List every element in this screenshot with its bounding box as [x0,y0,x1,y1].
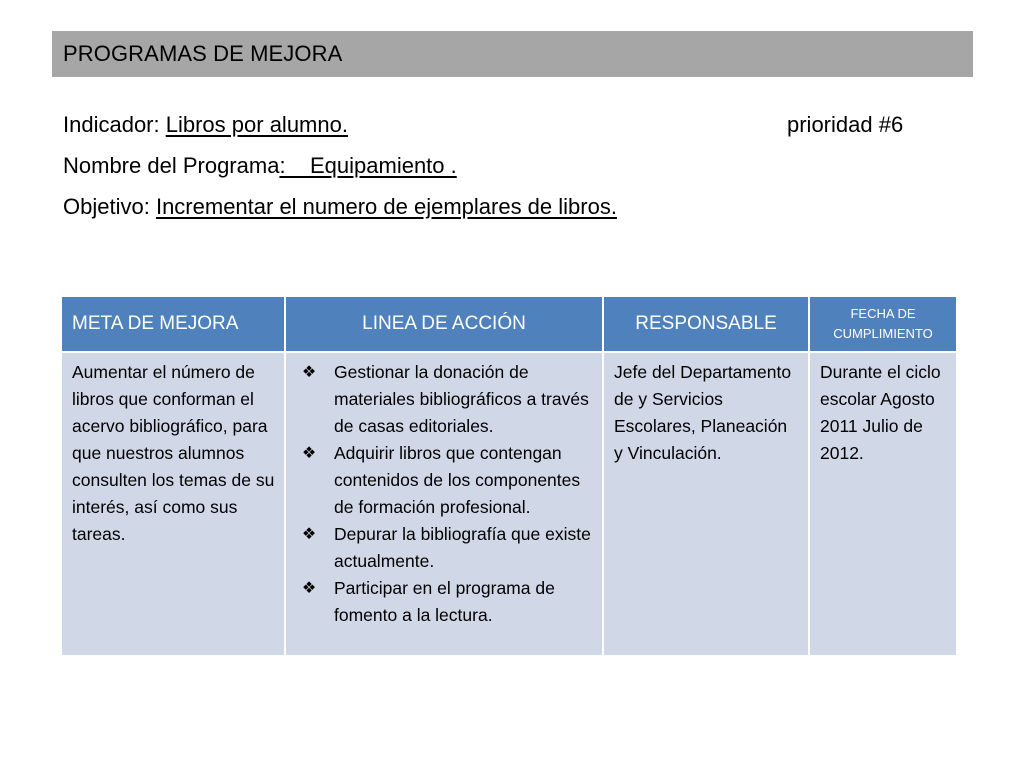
cell-fecha: Durante el ciclo escolar Agosto 2011 Julio de 2012. [809,352,957,656]
cell-responsable: Jefe del Departamento de y Servicios Escolares, Planeación y Vinculación. [603,352,809,656]
objetivo-value: Incrementar el numero de ejemplares de libros. [155,194,617,219]
indicador-value: Libros por alumno. [165,112,348,137]
program-table [60,295,958,657]
programa-line [63,151,457,181]
programa-label: Nombre del Programa [63,153,280,178]
prioridad-text: prioridad #6 [787,112,904,137]
header-fecha: FECHA DE CUMPLIMIENTO [809,296,957,352]
action-text: Adquirir libros que contengan contenidos de los componentes de formación profesional. [334,443,581,517]
list-item [296,521,593,575]
programa-value: : Equipamiento . [279,153,457,178]
action-list [296,359,593,629]
cell-acciones [285,352,603,656]
header-meta: META DE MEJORA [61,296,285,352]
page-title: PROGRAMAS DE MEJORA [63,41,343,66]
objetivo-label: Objetivo: [63,194,150,219]
diamond-bullet-icon: ❖ [301,580,317,597]
action-text: Participar en el programa de fomento a la lectura. [334,578,555,625]
action-text: Gestionar la donación de materiales bibliográficos a través de casas editoriales. [334,362,589,436]
diamond-bullet-icon: ❖ [301,364,317,381]
table-row [61,352,957,656]
indicador-line [63,110,348,140]
diamond-bullet-icon: ❖ [301,526,317,543]
table-header-row [61,296,957,352]
diamond-bullet-icon: ❖ [301,445,317,462]
cell-meta: Aumentar el número de libros que conforman el acervo bibliográfico, para que nuestros alumnos consulten los temas de su interés, así como sus tareas. [61,352,285,656]
list-item [296,440,593,521]
list-item [296,359,593,440]
title-bar [52,31,973,77]
header-responsable: RESPONSABLE [603,296,809,352]
header-linea: LINEA DE ACCIÓN [285,296,603,352]
objetivo-line [63,192,617,222]
list-item [296,575,593,629]
indicador-label: Indicador: [63,112,160,137]
action-text: Depurar la bibliografía que existe actualmente. [334,524,591,571]
